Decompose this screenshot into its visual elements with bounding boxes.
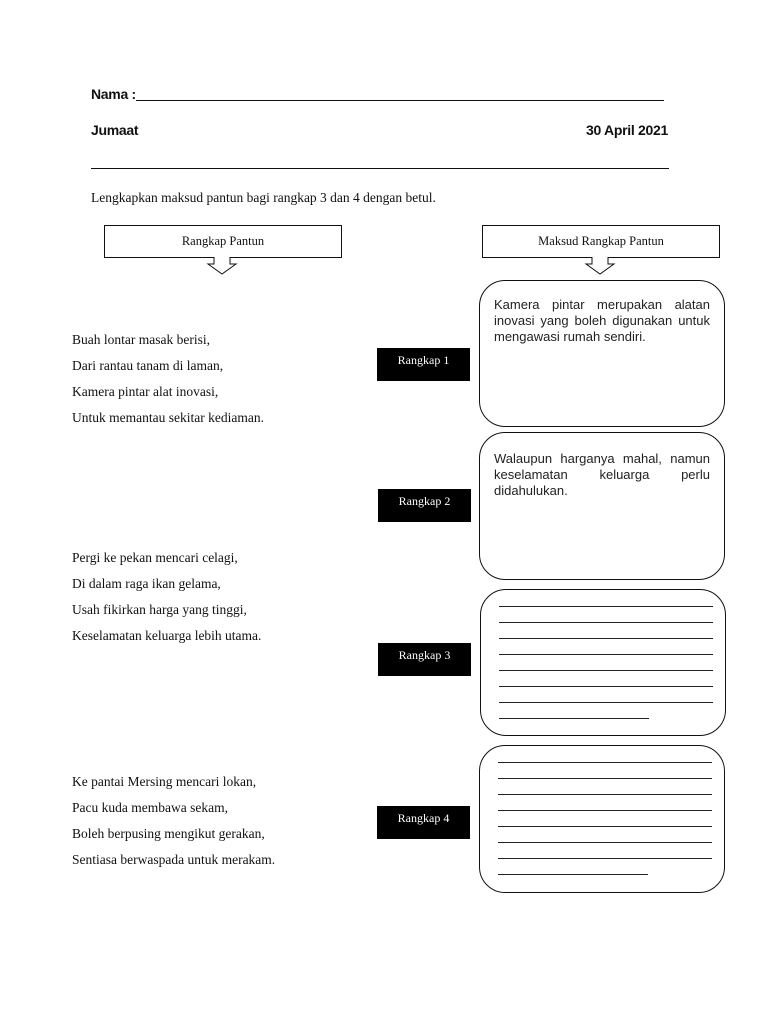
stanza-line: Keselamatan keluarga lebih utama.	[72, 628, 262, 643]
answer-line	[499, 702, 713, 703]
stanza-line: Dari rantau tanam di laman,	[72, 358, 224, 373]
stanza-1-tag: Rangkap 1	[377, 348, 470, 381]
stanza-2-meaning-box	[479, 432, 725, 580]
stanza-line: Boleh berpusing mengikut gerakan,	[72, 826, 265, 841]
column-header-pantun	[104, 225, 342, 258]
answer-line	[498, 874, 648, 875]
stanza-line: Pacu kuda membawa sekam,	[72, 800, 228, 815]
stanza-line: Usah fikirkan harga yang tinggi,	[72, 602, 247, 617]
stanza-4-tag: Rangkap 4	[377, 806, 470, 839]
answer-line	[499, 654, 713, 655]
stanza-3-tag: Rangkap 3	[378, 643, 471, 676]
date-label: 30 April 2021	[586, 122, 668, 138]
answer-line	[498, 778, 712, 779]
column-header-maksud-label: Maksud Rangkap Pantun	[538, 234, 664, 248]
answer-line	[498, 810, 712, 811]
answer-line	[498, 858, 712, 859]
stanza-1-text	[72, 327, 264, 431]
stanza-line: Sentiasa berwaspada untuk merakam.	[72, 852, 276, 867]
stanza-4-answer-box[interactable]	[479, 745, 725, 893]
stanza-2-tag: Rangkap 2	[378, 489, 471, 522]
answer-line	[499, 606, 713, 607]
answer-line	[499, 670, 713, 671]
stanza-1-meaning: Kamera pintar merupakan alatan inovasi yang boleh digunakan untuk mengawasi rumah sendiri.	[494, 297, 710, 344]
stanza-3-answer-box[interactable]	[480, 589, 726, 736]
down-arrow-icon	[583, 257, 617, 275]
answer-line	[499, 638, 713, 639]
stanza-line: Kamera pintar alat inovasi,	[72, 384, 219, 399]
stanza-line: Ke pantai Mersing mencari lokan,	[72, 774, 257, 789]
stanza-2-meaning: Walaupun harganya mahal, namun keselamatan keluarga perlu didahulukan.	[494, 451, 710, 498]
instruction-text: Lengkapkan maksud pantun bagi rangkap 3 dan 4 dengan betul.	[91, 190, 436, 205]
header-divider	[91, 168, 669, 169]
answer-line	[498, 842, 712, 843]
stanza-line: Di dalam raga ikan gelama,	[72, 576, 221, 591]
stanza-4-text	[72, 769, 275, 873]
stanza-line: Pergi ke pekan mencari celagi,	[72, 550, 238, 565]
column-header-maksud	[482, 225, 720, 258]
answer-line	[498, 762, 712, 763]
answer-line	[499, 718, 649, 719]
answer-line	[498, 794, 712, 795]
column-header-pantun-label: Rangkap Pantun	[181, 234, 265, 248]
stanza-1-meaning-box	[479, 280, 725, 427]
name-label: Nama :	[91, 86, 136, 102]
name-blank-line[interactable]	[136, 100, 664, 101]
answer-line	[498, 826, 712, 827]
day-label: Jumaat	[91, 122, 139, 138]
down-arrow-icon	[205, 257, 239, 275]
stanza-line: Untuk memantau sekitar kediaman.	[72, 410, 264, 425]
stanza-line: Buah lontar masak berisi,	[72, 332, 210, 347]
answer-line	[499, 686, 713, 687]
answer-line	[499, 622, 713, 623]
stanza-2-text	[72, 545, 261, 649]
